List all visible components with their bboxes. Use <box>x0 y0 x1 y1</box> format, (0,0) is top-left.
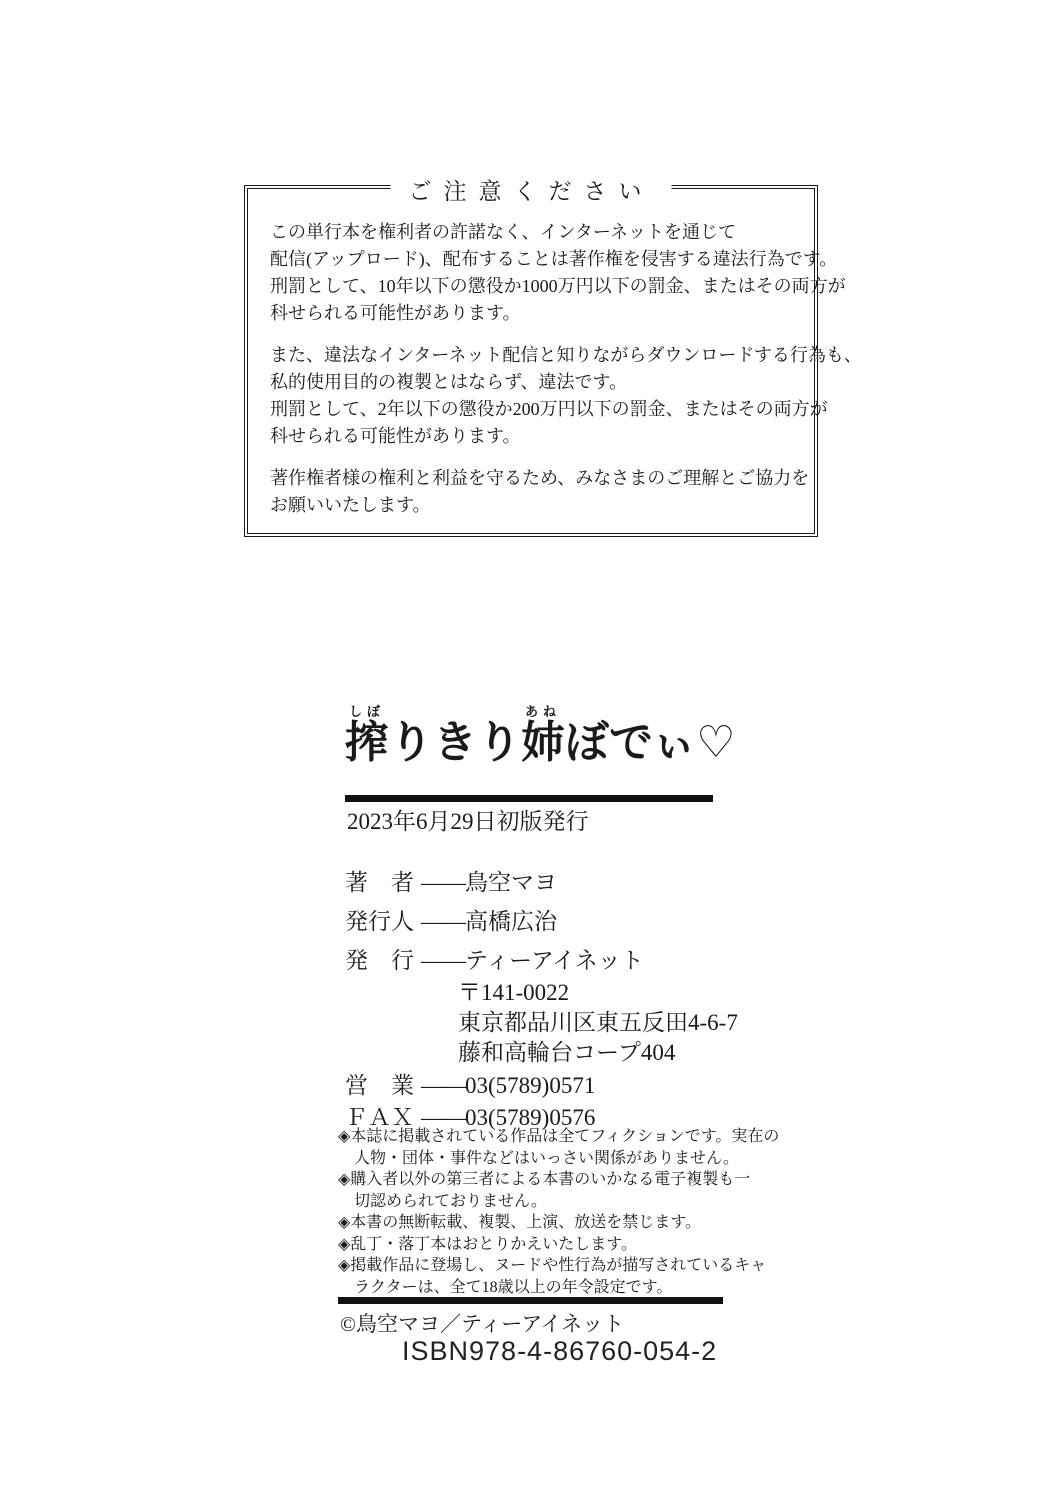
staff-row-publisher-person <box>345 903 557 936</box>
contact-value: 03(5789)0576 <box>465 1105 596 1130</box>
contact-label: 営 業 <box>345 1073 414 1098</box>
staff-value: 高橋広治 <box>465 909 557 934</box>
row-dash: —— <box>421 1073 465 1098</box>
staff-value: 鳥空マヨ <box>465 870 557 895</box>
publisher-address-line: 東京都品川区東五反田4-6-7 <box>458 1010 738 1035</box>
copyright-line: ©鳥空マヨ／ティーアイネット <box>340 1312 625 1336</box>
title-segment <box>521 704 565 767</box>
notice-line: また、違法なインターネット配信と知りながらダウンロードする行為も、 <box>270 345 862 365</box>
notice-content <box>248 189 862 519</box>
legal-note-line: ◈乱丁・落丁本はおとりかえいたします。 <box>338 1235 638 1253</box>
legal-note-line: ◈本誌に掲載されている作品は全てフィクションです。実在の <box>338 1128 780 1145</box>
staff-label: 発 行 <box>345 948 414 973</box>
title-base: 姉 <box>521 718 565 767</box>
staff-label: 著 者 <box>345 870 414 895</box>
contact-label: ＦＡＸ <box>345 1105 414 1130</box>
staff-label: 発行人 <box>345 909 414 934</box>
notice-line: 刑罰として、10年以下の懲役か1000万円以下の罰金、またはその両方が <box>270 276 846 296</box>
contact-row-sales <box>345 1067 595 1100</box>
furigana: あね <box>521 704 565 719</box>
legal-note-line: ◈購入者以外の第三者による本書のいかなる電子複製も一 <box>338 1171 751 1188</box>
row-dash: —— <box>421 870 465 895</box>
title-base: 搾 <box>345 718 389 767</box>
title-base: りきり <box>389 718 521 767</box>
contact-value: 03(5789)0571 <box>465 1073 596 1098</box>
footer-rule <box>338 1297 723 1304</box>
title-rule <box>345 795 713 802</box>
notice-line: 著作権者様の権利と利益を守るため、みなさまのご理解とご協力を <box>270 468 810 488</box>
legal-note-line: ◈本書の無断転載、複製、上演、放送を禁じます。 <box>338 1214 702 1231</box>
notice-paragraph <box>270 342 862 450</box>
title-segment <box>345 704 389 767</box>
notice-line: この単行本を権利者の許諾なく、インターネットを通じて <box>270 222 737 242</box>
publisher-postal-code: 〒141-0022 <box>458 980 570 1005</box>
legal-note-line: ラクターは、全て18歳以上の年令設定です。 <box>354 1278 673 1296</box>
notice-line: 配信(アップロード)、配布することは著作権を侵害する違法行為です。 <box>270 249 838 269</box>
copyright-notice-box <box>244 179 862 537</box>
row-dash: —— <box>421 1105 465 1130</box>
notice-title: ご注意ください <box>391 173 672 206</box>
edition-date: 2023年6月29日初版発行 <box>347 809 589 834</box>
notice-line: 科せられる可能性があります。 <box>270 303 521 323</box>
isbn: ISBN978-4-86760-054-2 <box>402 1336 718 1366</box>
legal-note-line: ◈掲載作品に登場し、ヌードや性行為が描写されているキャ <box>338 1257 767 1274</box>
legal-note-line: 切認められておりません。 <box>354 1192 547 1210</box>
title-segment <box>565 718 736 767</box>
notice-line: 科せられる可能性があります。 <box>270 426 521 446</box>
notice-paragraph <box>270 219 846 327</box>
notice-paragraph <box>270 465 810 519</box>
title-segment <box>389 718 521 767</box>
notice-line: 刑罰として、2年以下の懲役か200万円以下の罰金、またはその両方が <box>270 399 828 419</box>
row-dash: —— <box>421 909 465 934</box>
staff-row-publisher <box>345 942 644 975</box>
legal-note-line: 人物・団体・事件などはいっさい関係がありません。 <box>354 1149 739 1167</box>
notice-line: お願いいたします。 <box>270 495 431 515</box>
notice-line: 私的使用目的の複製とはならず、違法です。 <box>270 372 628 392</box>
row-dash: —— <box>421 948 465 973</box>
staff-value: ティーアイネット <box>465 948 644 973</box>
book-title <box>345 704 736 770</box>
legal-notes <box>338 1126 779 1298</box>
furigana: しぼ <box>345 704 389 719</box>
title-base: ぼでぃ♡ <box>565 718 736 767</box>
publisher-address-line: 藤和高輪台コープ404 <box>458 1040 676 1065</box>
staff-row-author <box>345 864 557 897</box>
